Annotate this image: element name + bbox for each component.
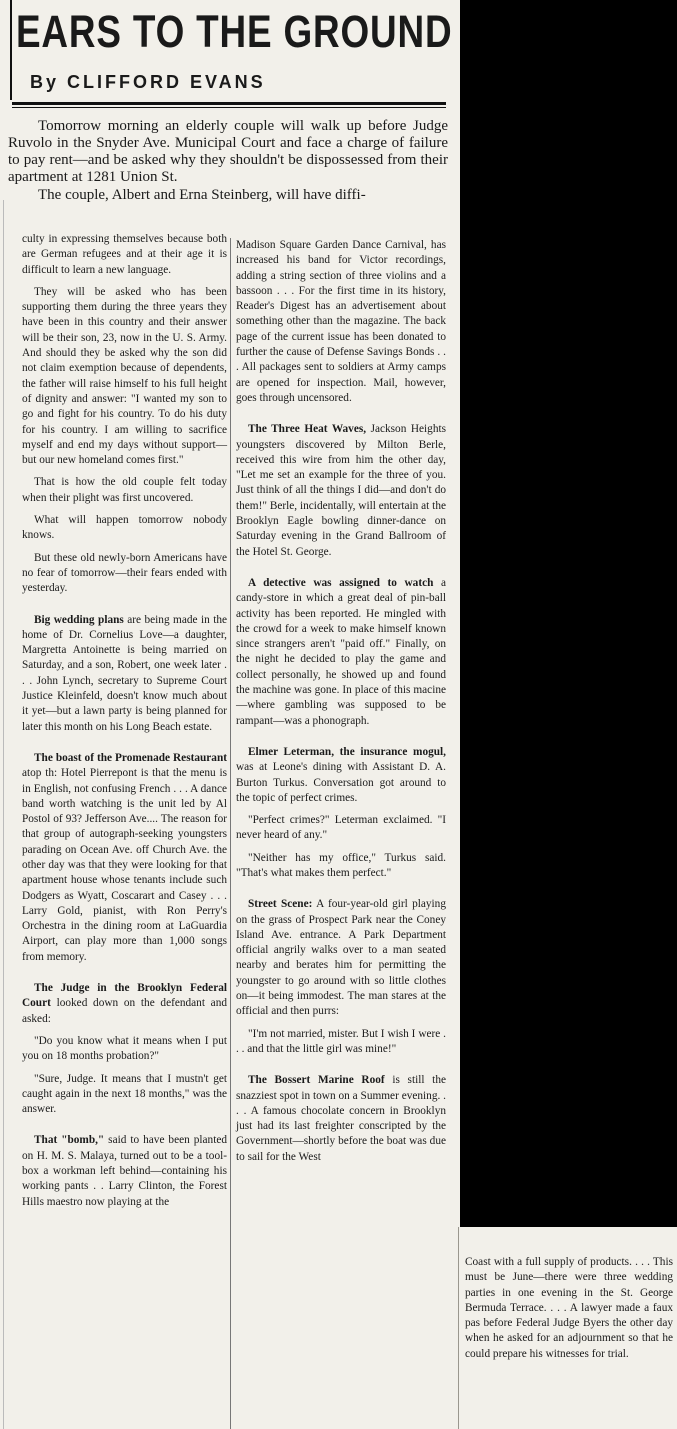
headline-left-rule [10,0,12,100]
paragraph: culty in expressing themselves because both are German refugees and at their age it is difficult to learn a new language. [22,233,227,276]
paragraph: They will be asked who has been supporting them during the three years they have been in this country and their answer will be their son, 23, now in the U. S. Army. And should they be asked why the son did not claim exemption because of dependents, the father will raise himself to his full height of dignity and answer: "I wanted my son to go and fight for his country. To do his duty for his country. I am willing to sacrifice myself and end my days without support—but our new homeland comes first." [22,285,227,467]
item-body: looked down on the defendant and asked: [22,997,227,1025]
column-divider [230,238,231,1429]
continuation-text [465,1255,673,1362]
item-body: is still the snazziest spot in town on a Summer evening. . . . A famous chocolate concern in Brooklyn just had its last freighter conscripted by the Government—shortly before the boat was due to sail for the West [236,1074,446,1163]
item-judge [22,981,227,1027]
left-edge-line [3,200,4,1429]
item-body: atop th: Hotel Pierrepont is that the menu is in English, not confusing French . . . A dance band worth watching is the unit led by Al Postol of 93? Jefferson Ave.... The reason for that group of autograph-seeking youngsters parading on Ocean Ave. off Church Ave. the other day was that they were looking for that apartment house whose tenants include such Dodgers as Wyatt, Coscarart and Casey . . . Larry Gold, pianist, with Ron Perry's Orchestra in the dining room at LaGuardia Airport, can play more than 1,000 songs from memory. [22,767,227,963]
item-heat-waves [236,422,446,560]
item-lead: Elmer Leterman, the insurance mogul, [248,745,446,758]
item-body: A four-year-old girl playing on the grass of Prospect Park near the Coney Island Ave. entrance. A Park Department official angrily walks over to a man seated nearby and berates him for permitting the youngster to go around with so little clothes on—it being immodest. The man stares at the official and then purrs: [236,898,446,1018]
item-street-scene [236,897,446,1019]
paragraph: "Neither has my office," Turkus said. "That's what makes them perfect." [236,851,446,879]
lead-paragraph-1: Tomorrow morning an elderly couple will walk up before Judge Ruvolo in the Snyder Ave. Municipal Court and face a charge of failure to pay rent—and be asked why they shouldn't be dispossessed from their apartment at 1281 Union St. [8,118,448,185]
item-lead: A detective was assigned to watch [248,576,434,589]
black-scan-area [460,0,677,1227]
header-rule-thick [12,102,446,105]
item-body: was at Leone's dining with Assistant D. A. Burton Turkus. Conversation got around to the topic of perfect crimes. [236,761,446,804]
item-body: a candy-store in which a great deal of pin-ball activity has been reported. He mingled with the crowd for a week to make himself known since strangers aren't "paid off." Finally, on the night he decided to play the game and collect personally, he showed up and found the machine was gone. In place of this macine—where gambling was supposed to be rampant—was a phonograph. [236,576,447,727]
paragraph: What will happen tomorrow nobody knows. [22,514,227,542]
item-lead: The Judge in the Brooklyn Federal Court [22,982,227,1010]
article-column-left [22,232,227,1210]
item-lead: The Bossert Marine Roof [248,1074,385,1087]
paragraph: But these old newly-born Americans have no fear of tomorrow—their fears ended with yesterday. [22,551,227,595]
byline: By CLIFFORD EVANS [30,72,266,92]
paragraph: That is how the old couple felt today when their plight was first uncovered. [22,476,227,504]
item-promenade [22,751,227,965]
paragraph: Coast with a full supply of products. . . . This must be June—there were three wedding parties in one evening in the St. George Bermuda Terrace. . . . A lawyer made a faux pas before Federal Judge Byers the other day when he asked for an adjournment so that he could prepare his witnesses for trial. [465,1256,673,1360]
column-title: EARS TO THE GROUND [16,6,453,57]
item-lead: Street Scene: [248,898,313,911]
paragraph: "Sure, Judge. It means that I mustn't get caught again in the next 18 months," was the answer. [22,1072,227,1116]
item-lead: That "bomb," [34,1134,105,1147]
column-header [16,6,453,93]
paragraph: "Do you know what it means when I put you on 18 months probation?" [22,1034,227,1063]
item-wedding [22,613,227,735]
lead-paragraph-2: The couple, Albert and Erna Steinberg, will have diffi- [38,187,366,203]
item-bossert [236,1073,446,1165]
item-body: are being made in the home of Dr. Cornelius Love—a daughter, Margretta Antoinette is being married on Saturday, and a son, Robert, one week later . . . John Lynch, secretary to Supreme Court Justice Kleinfeld, doesn't know much about it yet—but a lawn party is being planned for later this month on his Long Beach estate. [22,613,228,733]
article-column-right [236,238,446,1165]
paragraph: "Perfect crimes?" Leterman exclaimed. "I never heard of any." [236,814,446,842]
item-lead: The Three Heat Waves, [248,423,367,436]
cropped-text-fragment [459,1231,677,1239]
paragraph: "I'm not married, mister. But I wish I were . . . and that the little girl was mine!" [236,1027,446,1055]
continuation-clipping [458,1227,677,1429]
item-detective [236,576,446,729]
paragraph: Madison Square Garden Dance Carnival, has increased his band for Victor recordings, adding a string section of three violins and a bassoon . . . For the first time in its history, Reader's Digest has an advertisement about something other than the magazine. The back page of the current issue has been donated to further the cause of Defense Savings Bonds . . . All packages sent to soldiers at Army camps are opened for inspection. Mail, however, goes through uncensored. [236,239,446,404]
header-rule-thin [12,107,446,108]
item-leterman [236,745,446,806]
lead-paragraphs [8,118,448,204]
item-body: said to have been planted on H. M. S. Malaya, turned out to be a tool-box a workman left behind—containing his working pants . . Larry Clinton, the Forest Hills maestro now playing at the [22,1134,227,1208]
item-bomb [22,1133,227,1209]
item-lead: Big wedding plans [34,613,124,626]
item-lead: The boast of the Promenade Restaurant [34,751,227,764]
item-body: Jackson Heights youngsters discovered by Milton Berle, received this wire from him the other day, "Let me set an example for the three of you. Just think of all the things I did—and don't do them!" Berle, incidentally, will entertain at the Brooklyn Eagle bowling dinner-dance on Saturday evening in the Grand Ballroom of the Hotel St. George. [236,423,447,558]
